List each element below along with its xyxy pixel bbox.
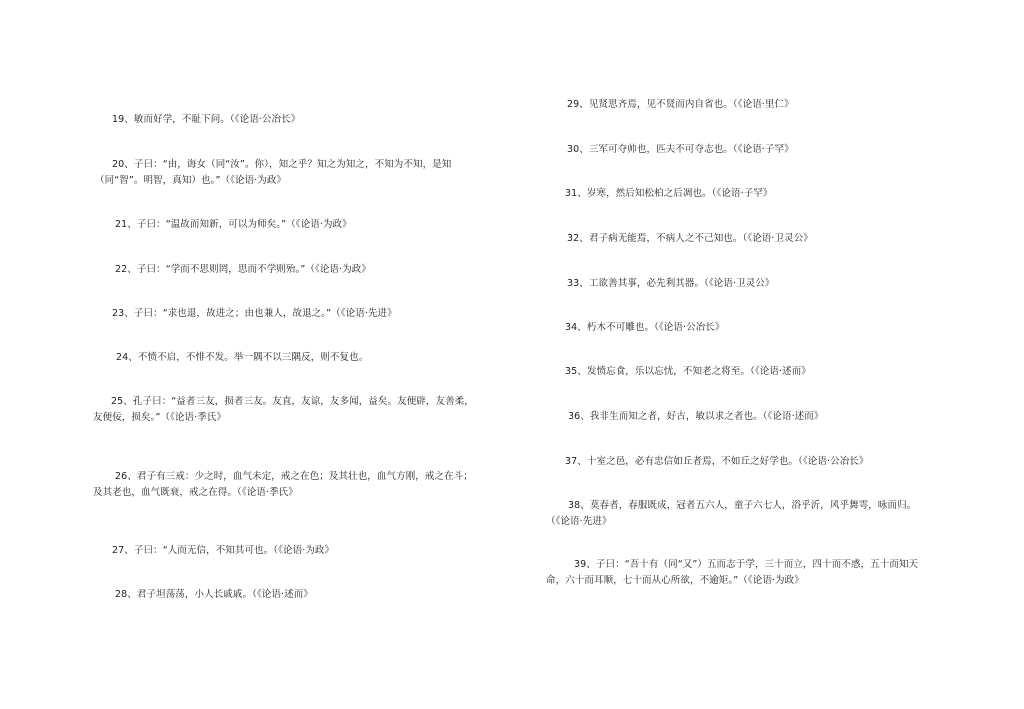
quote-line: 20、子曰：“由，诲女（同“汝”。你），知之乎？知之为知之，不知为不知，是知 xyxy=(112,159,452,170)
quote-line: 21、子曰：“温故而知新，可以为师矣。”（《论语·为政》 xyxy=(115,219,352,230)
quote-20 xyxy=(95,157,451,189)
quote-line: 38、莫春者，春服既成，冠者五六人，童子六七人，浴乎沂，风乎舞雩，咏而归。 xyxy=(568,500,917,511)
quote-line: 31、岁寒，然后知松柏之后凋也。（《论语·子罕》 xyxy=(565,188,773,199)
quote-line: 22、子曰：“学而不思则罔，思而不学则殆。”（《论语·为政》 xyxy=(115,264,371,275)
quote-line: 命，六十而耳顺，七十而从心所欲，不逾矩。”（《论语·为政》 xyxy=(546,575,804,586)
quote-line: 24、不愤不启，不悱不发。举一隅不以三隅反，则不复也。 xyxy=(116,352,369,363)
quote-34 xyxy=(565,320,725,336)
quote-line: 32、君子病无能焉，不病人之不己知也。（《论语·卫灵公》 xyxy=(567,233,813,244)
quote-31 xyxy=(565,186,773,202)
quote-28 xyxy=(115,587,313,603)
quote-line: 33、工欲善其事，必先利其器。（《论语·卫灵公》 xyxy=(567,278,775,289)
quote-line: 39、子曰：“吾十有（同“又”）五而志于学，三十而立，四十而不惑，五十而知天 xyxy=(574,559,919,570)
quote-line: 37、十室之邑，必有忠信如丘者焉，不如丘之好学也。（《论语·公冶长》 xyxy=(565,456,869,467)
quote-line: 26、君子有三戒：少之时，血气未定，戒之在色；及其壮也，血气方刚，戒之在斗； xyxy=(115,471,473,482)
quote-37 xyxy=(565,454,869,470)
quote-line: 25、孔子曰：“益者三友，损者三友。友直，友谅，友多闻，益矣。友便辟，友善柔， xyxy=(111,396,474,407)
quote-line: 及其老也，血气既衰，戒之在得。（《论语·季氏》 xyxy=(93,487,298,498)
quote-30 xyxy=(567,142,794,158)
quote-36 xyxy=(568,409,824,425)
quote-26 xyxy=(93,469,473,501)
quote-line: 19、敏而好学，不耻下问。（《论语·公冶长》 xyxy=(112,114,301,125)
quote-line: 34、朽木不可雕也。（《论语·公冶长》 xyxy=(565,322,725,333)
quote-24 xyxy=(116,350,368,366)
quote-line: 23、子曰：“求也退，故进之；由也兼人，故退之。”（《论语·先进》 xyxy=(112,308,397,319)
quote-line: 27、子曰：“人而无信，不知其可也。（《论语·为政》 xyxy=(112,545,335,556)
quote-25 xyxy=(93,394,474,426)
quote-39 xyxy=(546,557,918,589)
quote-line: 35、发愤忘食，乐以忘忧，不知老之将至。（《论语·述而》 xyxy=(565,366,811,377)
quote-29 xyxy=(567,97,794,113)
quote-line: 友便佞，损矣。”（《论语·季氏》 xyxy=(93,412,227,423)
quote-33 xyxy=(567,276,775,292)
quote-27 xyxy=(112,543,334,559)
quote-23 xyxy=(112,306,397,322)
quote-line: （同“智”。明智，真知）也。”（《论语·为政》 xyxy=(95,175,287,186)
quote-22 xyxy=(115,262,371,278)
quote-19 xyxy=(112,112,300,128)
quote-line: 36、我非生而知之者，好古，敏以求之者也。（《论语·述而》 xyxy=(568,411,824,422)
quote-line: 29、见贤思齐焉，见不贤而内自省也。（《论语·里仁》 xyxy=(567,99,794,110)
quote-21 xyxy=(115,217,352,233)
quote-line: 28、君子坦荡荡，小人长戚戚。（《论语·述而》 xyxy=(115,589,313,600)
quote-38 xyxy=(546,498,916,530)
quote-line: （《论语·先进》 xyxy=(546,516,612,527)
quote-line: 30、三军可夺帅也，匹夫不可夺志也。（《论语·子罕》 xyxy=(567,144,794,155)
quote-35 xyxy=(565,364,811,380)
quote-32 xyxy=(567,231,813,247)
